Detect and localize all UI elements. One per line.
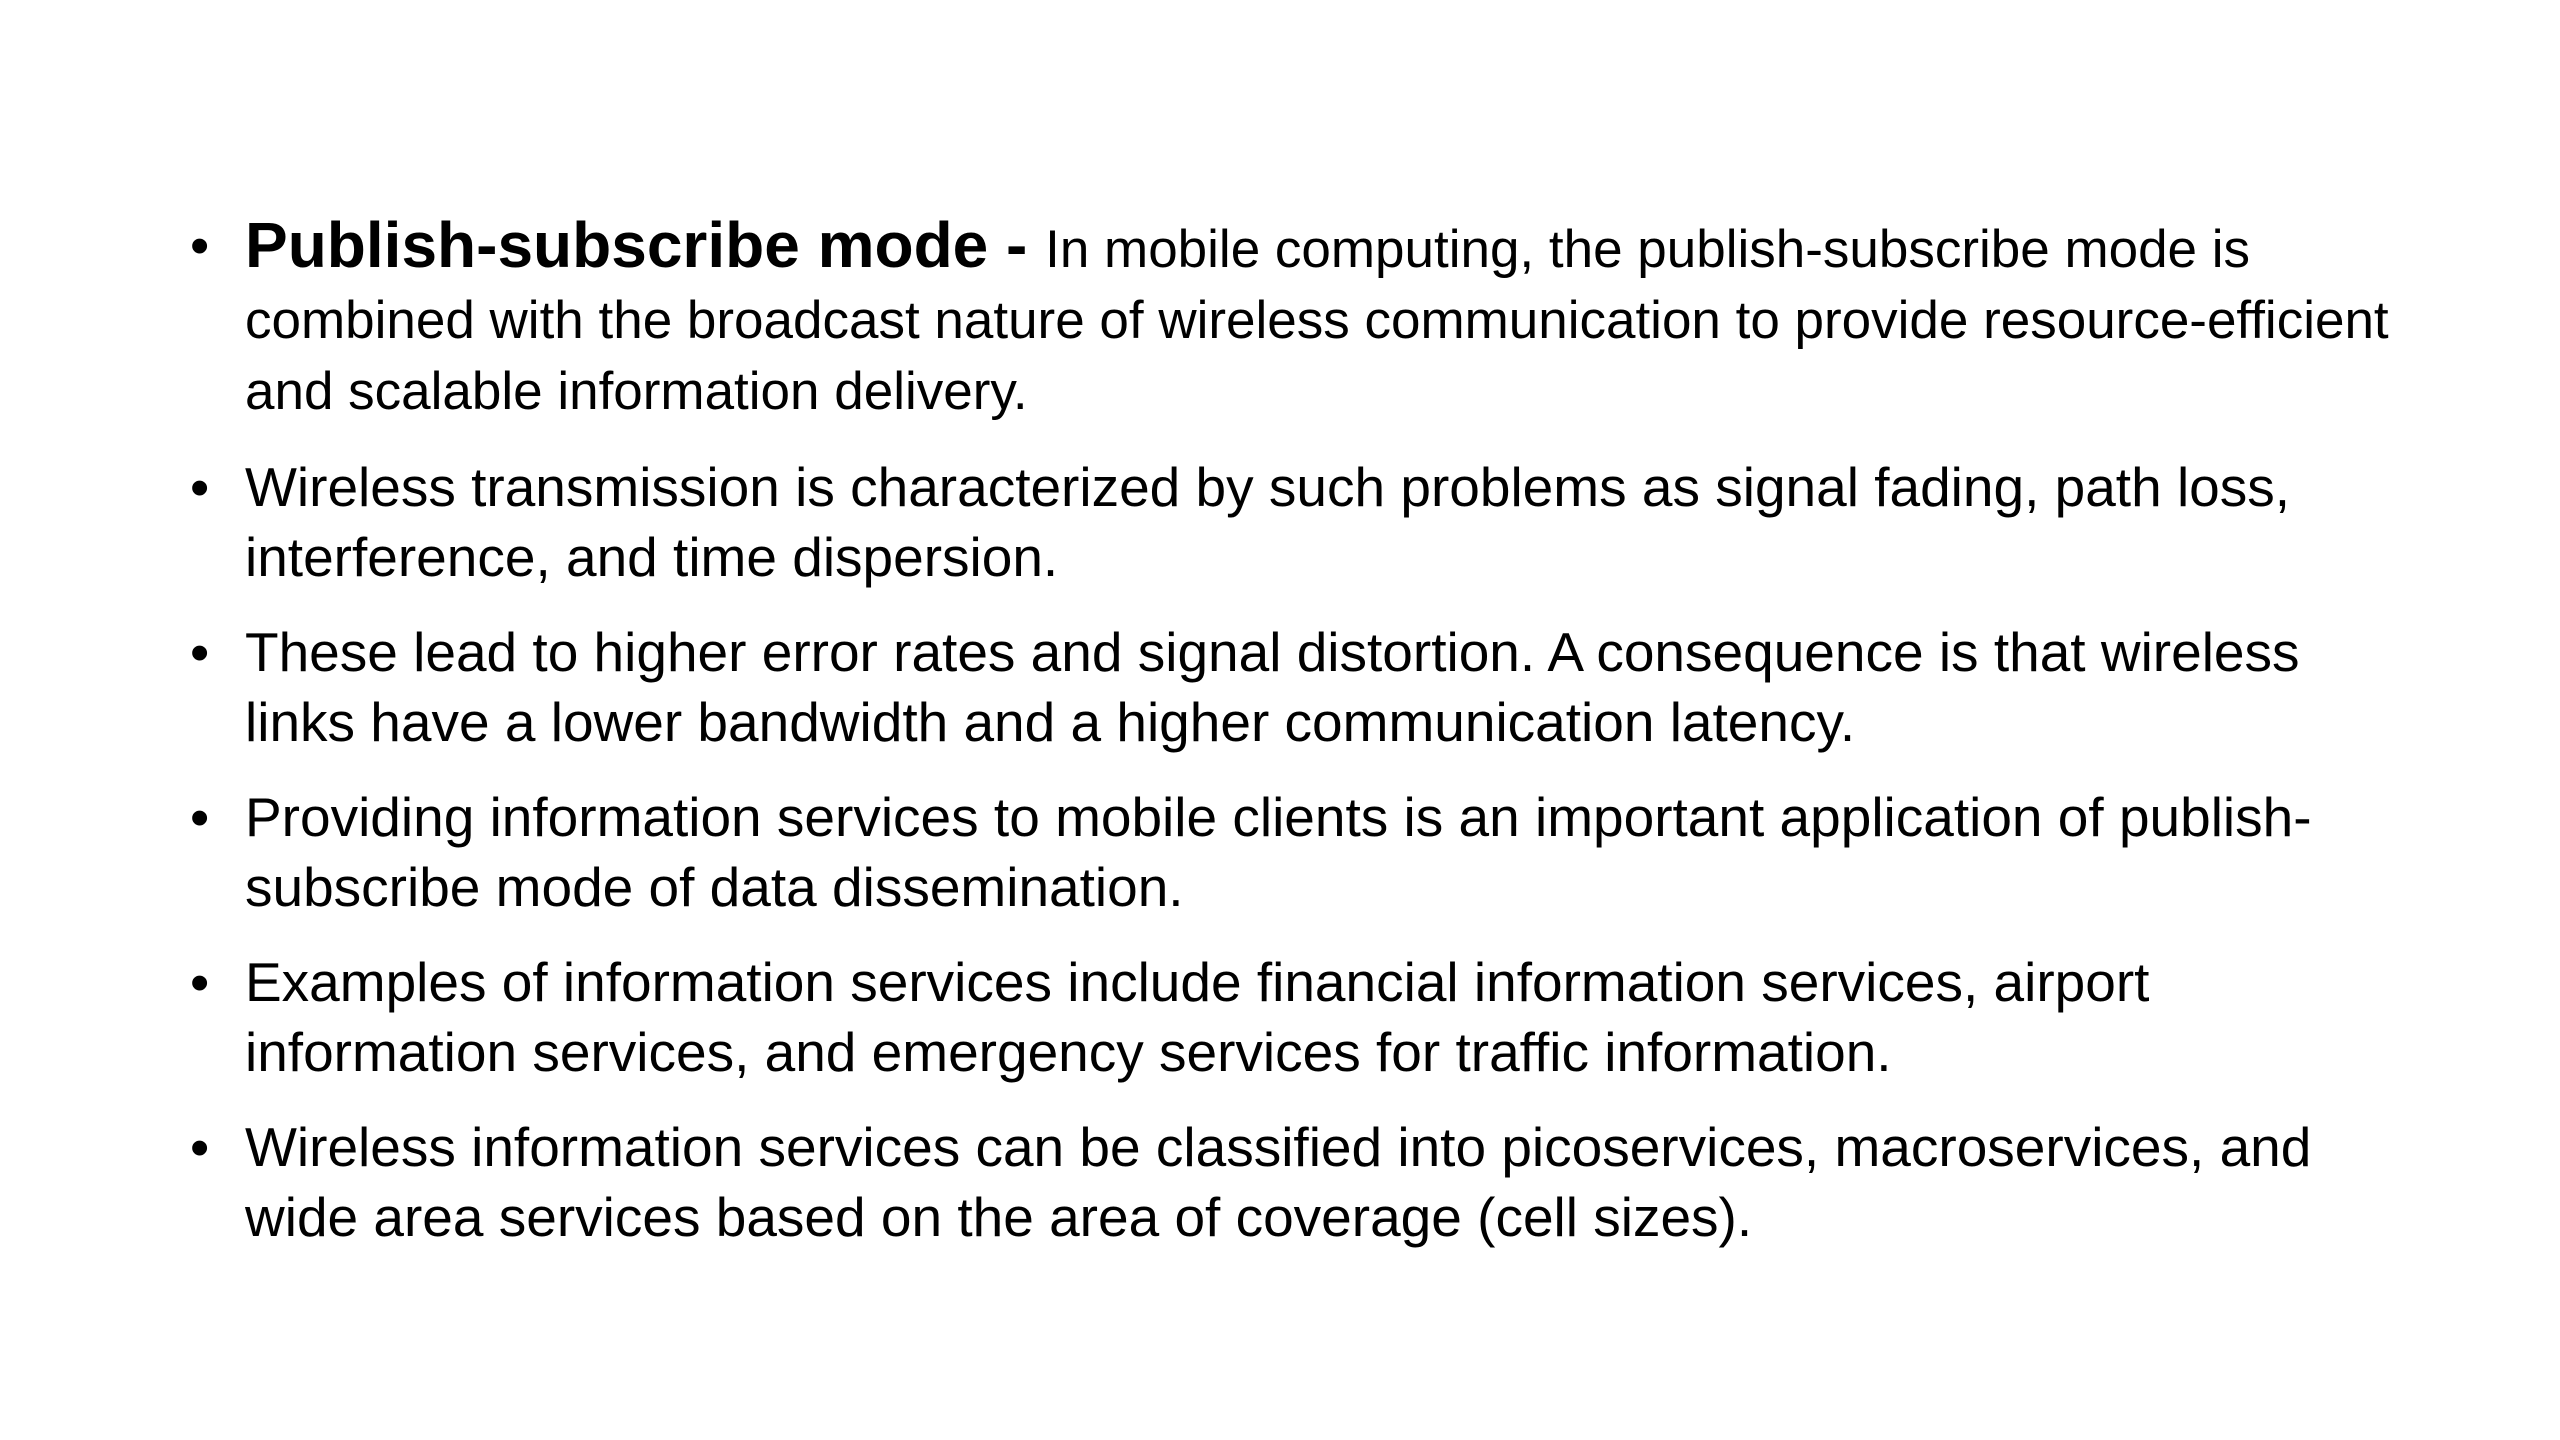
bullet-list (190, 210, 2390, 1277)
bullet-dot: • (190, 456, 210, 518)
bullet-text: Wireless information services can be classified into picoservices, macroservices, and wide area services based on the area of coverage (cell sizes). (245, 1116, 2312, 1248)
bullet-item-wireless-transmission (190, 452, 2390, 592)
bullet-dot: • (190, 214, 210, 276)
bullet-item-error-rates (190, 617, 2390, 757)
bullet-lead-term: Publish-subscribe mode - (245, 209, 1046, 281)
bullet-dot: • (190, 1116, 210, 1178)
bullet-dot: • (190, 951, 210, 1013)
bullet-item-service-classification (190, 1112, 2390, 1252)
bullet-text: Wireless transmission is characterized by such problems as signal fading, path loss, interference, and time dispersion. (245, 456, 2291, 588)
bullet-text: These lead to higher error rates and signal distortion. A consequence is that wireless links have a lower bandwidth and a higher communication latency. (245, 621, 2300, 753)
bullet-item-service-examples (190, 947, 2390, 1087)
bullet-dot: • (190, 786, 210, 848)
bullet-item-information-services (190, 782, 2390, 922)
bullet-dot: • (190, 621, 210, 683)
bullet-text: Providing information services to mobile clients is an important application of publish-subscribe mode of data dissemination. (245, 786, 2312, 918)
bullet-text: In mobile computing, the publish-subscribe mode is combined with the broadcast nature of wireless communication to provide resource-efficient and scalable information delivery. (245, 220, 2389, 421)
bullet-text: Examples of information services include financial information services, airport information services, and emergency services for traffic information. (245, 951, 2150, 1083)
bullet-item-publish-subscribe (190, 210, 2390, 427)
